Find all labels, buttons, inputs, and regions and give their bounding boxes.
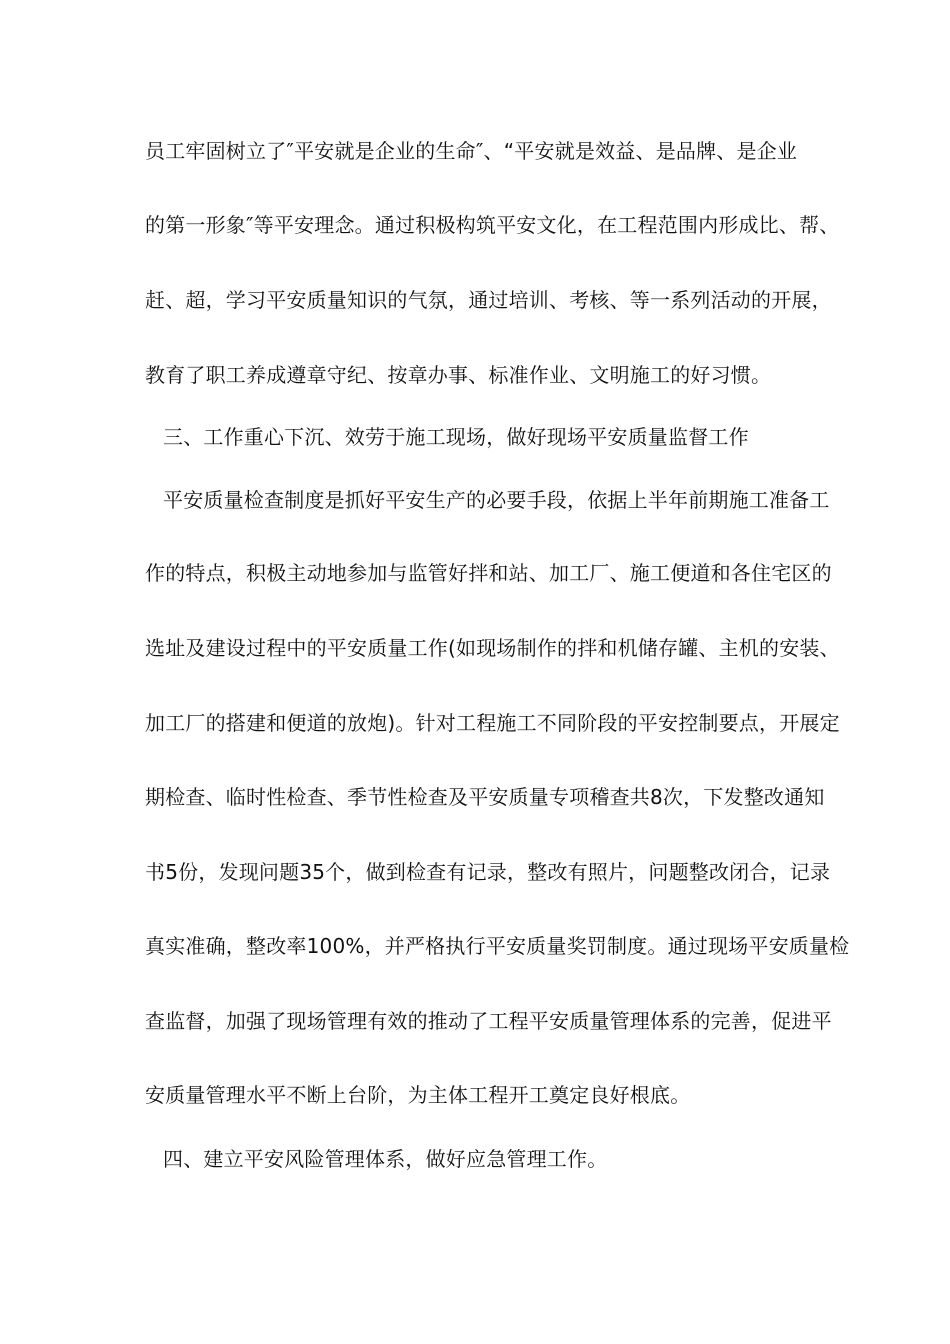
section-heading-3: 三、工作重心下沉、效劳于施工现场，做好现场平安质量监督工作 (163, 425, 749, 449)
body-text-line: 作的特点，积极主动地参加与监管好拌和站、加工厂、施工便道和各住宅区的 (145, 561, 832, 585)
body-text-line: 期检查、临时性检查、季节性检查及平安质量专项稽查共8次，下发整改通知 (145, 785, 825, 809)
body-text-line: 教育了职工养成遵章守纪、按章办事、标准作业、文明施工的好习惯。 (145, 363, 772, 387)
body-text-line: 加工厂的搭建和便道的放炮)。针对工程施工不同阶段的平安控制要点，开展定 (145, 711, 840, 735)
body-text-line: 真实准确，整改率100%，并严格执行平安质量奖罚制度。通过现场平安质量检 (145, 934, 850, 958)
body-text-line: 的第一形象″等平安理念。通过积极构筑平安文化，在工程范围内形成比、帮、 (145, 213, 840, 237)
body-text-line: 书5份，发现问题35个，做到检查有记录，整改有照片，问题整改闭合，记录 (145, 860, 831, 884)
body-text-line: 选址及建设过程中的平安质量工作(如现场制作的拌和机储存罐、主机的安装、 (145, 636, 840, 660)
body-text-line: 赶、超，学习平安质量知识的气氛，通过培训、考核、等一系列活动的开展， (145, 288, 832, 312)
paragraph-first-line: 平安质量检查制度是抓好平安生产的必要手段，依据上半年前期施工准备工 (163, 488, 830, 512)
body-text-line: 安质量管理水平不断上台阶，为主体工程开工奠定良好根底。 (145, 1083, 691, 1107)
body-text-line: 员工牢固树立了″平安就是企业的生命″、“平安就是效益、是品牌、是企业 (145, 139, 798, 163)
body-text-line: 查监督，加强了现场管理有效的推动了工程平安质量管理体系的完善，促进平 (145, 1009, 832, 1033)
section-heading-4: 四、建立平安风险管理体系，做好应急管理工作。 (163, 1147, 608, 1171)
